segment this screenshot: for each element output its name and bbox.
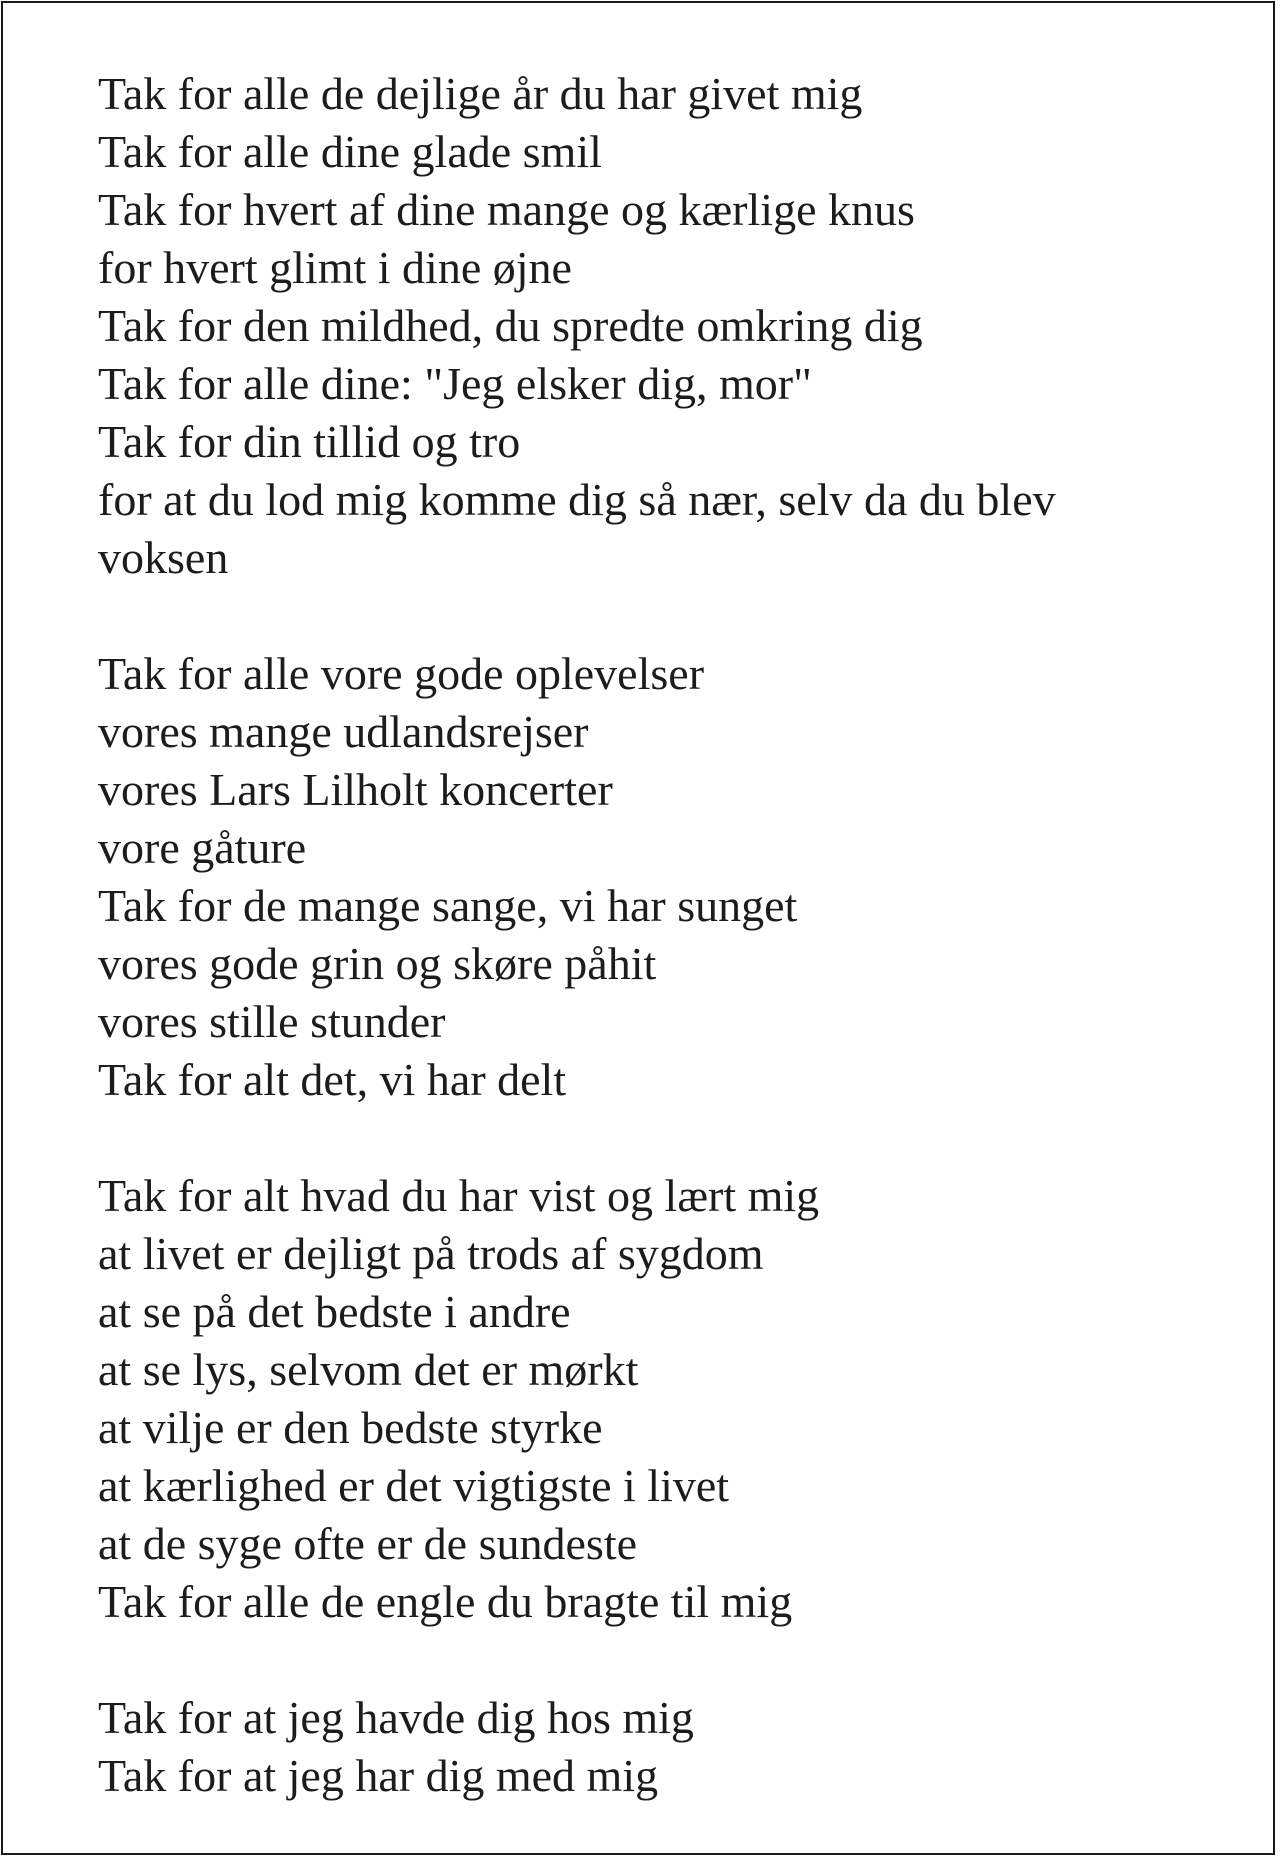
poem-line: Tak for alle de dejlige år du har givet mig <box>98 68 863 119</box>
poem-line: Tak for alt hvad du har vist og lært mig <box>98 1170 820 1221</box>
poem-line: Tak for hvert af dine mange og kærlige knus <box>98 184 915 235</box>
poem-line: voksen <box>98 532 229 583</box>
page-frame <box>1 1 1275 1855</box>
stanza-3 <box>98 1167 1248 1631</box>
poem-line: at se lys, selvom det er mørkt <box>98 1344 639 1395</box>
poem-line: Tak for at jeg havde dig hos mig <box>98 1692 694 1743</box>
poem-line: at livet er dejligt på trods af sygdom <box>98 1228 764 1279</box>
poem-line: Tak for alle vore gode oplevelser <box>98 648 705 699</box>
poem-line: Tak for alle dine: "Jeg elsker dig, mor" <box>98 358 812 409</box>
poem-line: at vilje er den bedste styrke <box>98 1402 603 1453</box>
stanza-1 <box>98 65 1248 587</box>
poem-line: at kærlighed er det vigtigste i livet <box>98 1460 730 1511</box>
poem-line: vore gåture <box>98 822 307 873</box>
poem-line: at de syge ofte er de sundeste <box>98 1518 638 1569</box>
poem-line: Tak for din tillid og tro <box>98 416 521 467</box>
poem-line: vores Lars Lilholt koncerter <box>98 764 613 815</box>
poem-line: vores mange udlandsrejser <box>98 706 589 757</box>
poem-line: at se på det bedste i andre <box>98 1286 571 1337</box>
poem-line: Tak for alle dine glade smil <box>98 126 602 177</box>
poem-line: vores gode grin og skøre påhit <box>98 938 657 989</box>
poem-line: Tak for at jeg har dig med mig <box>98 1750 659 1801</box>
poem-line: Tak for de mange sange, vi har sunget <box>98 880 798 931</box>
poem-line: Tak for alle de engle du bragte til mig <box>98 1576 793 1627</box>
poem <box>98 65 1248 1805</box>
stanza-4 <box>98 1689 1248 1805</box>
poem-line: for at du lod mig komme dig så nær, selv da du blev <box>98 474 1056 525</box>
poem-line: Tak for den mildhed, du spredte omkring dig <box>98 300 923 351</box>
poem-line: for hvert glimt i dine øjne <box>98 242 572 293</box>
stanza-2 <box>98 645 1248 1109</box>
poem-line: vores stille stunder <box>98 996 446 1047</box>
poem-line: Tak for alt det, vi har delt <box>98 1054 567 1105</box>
